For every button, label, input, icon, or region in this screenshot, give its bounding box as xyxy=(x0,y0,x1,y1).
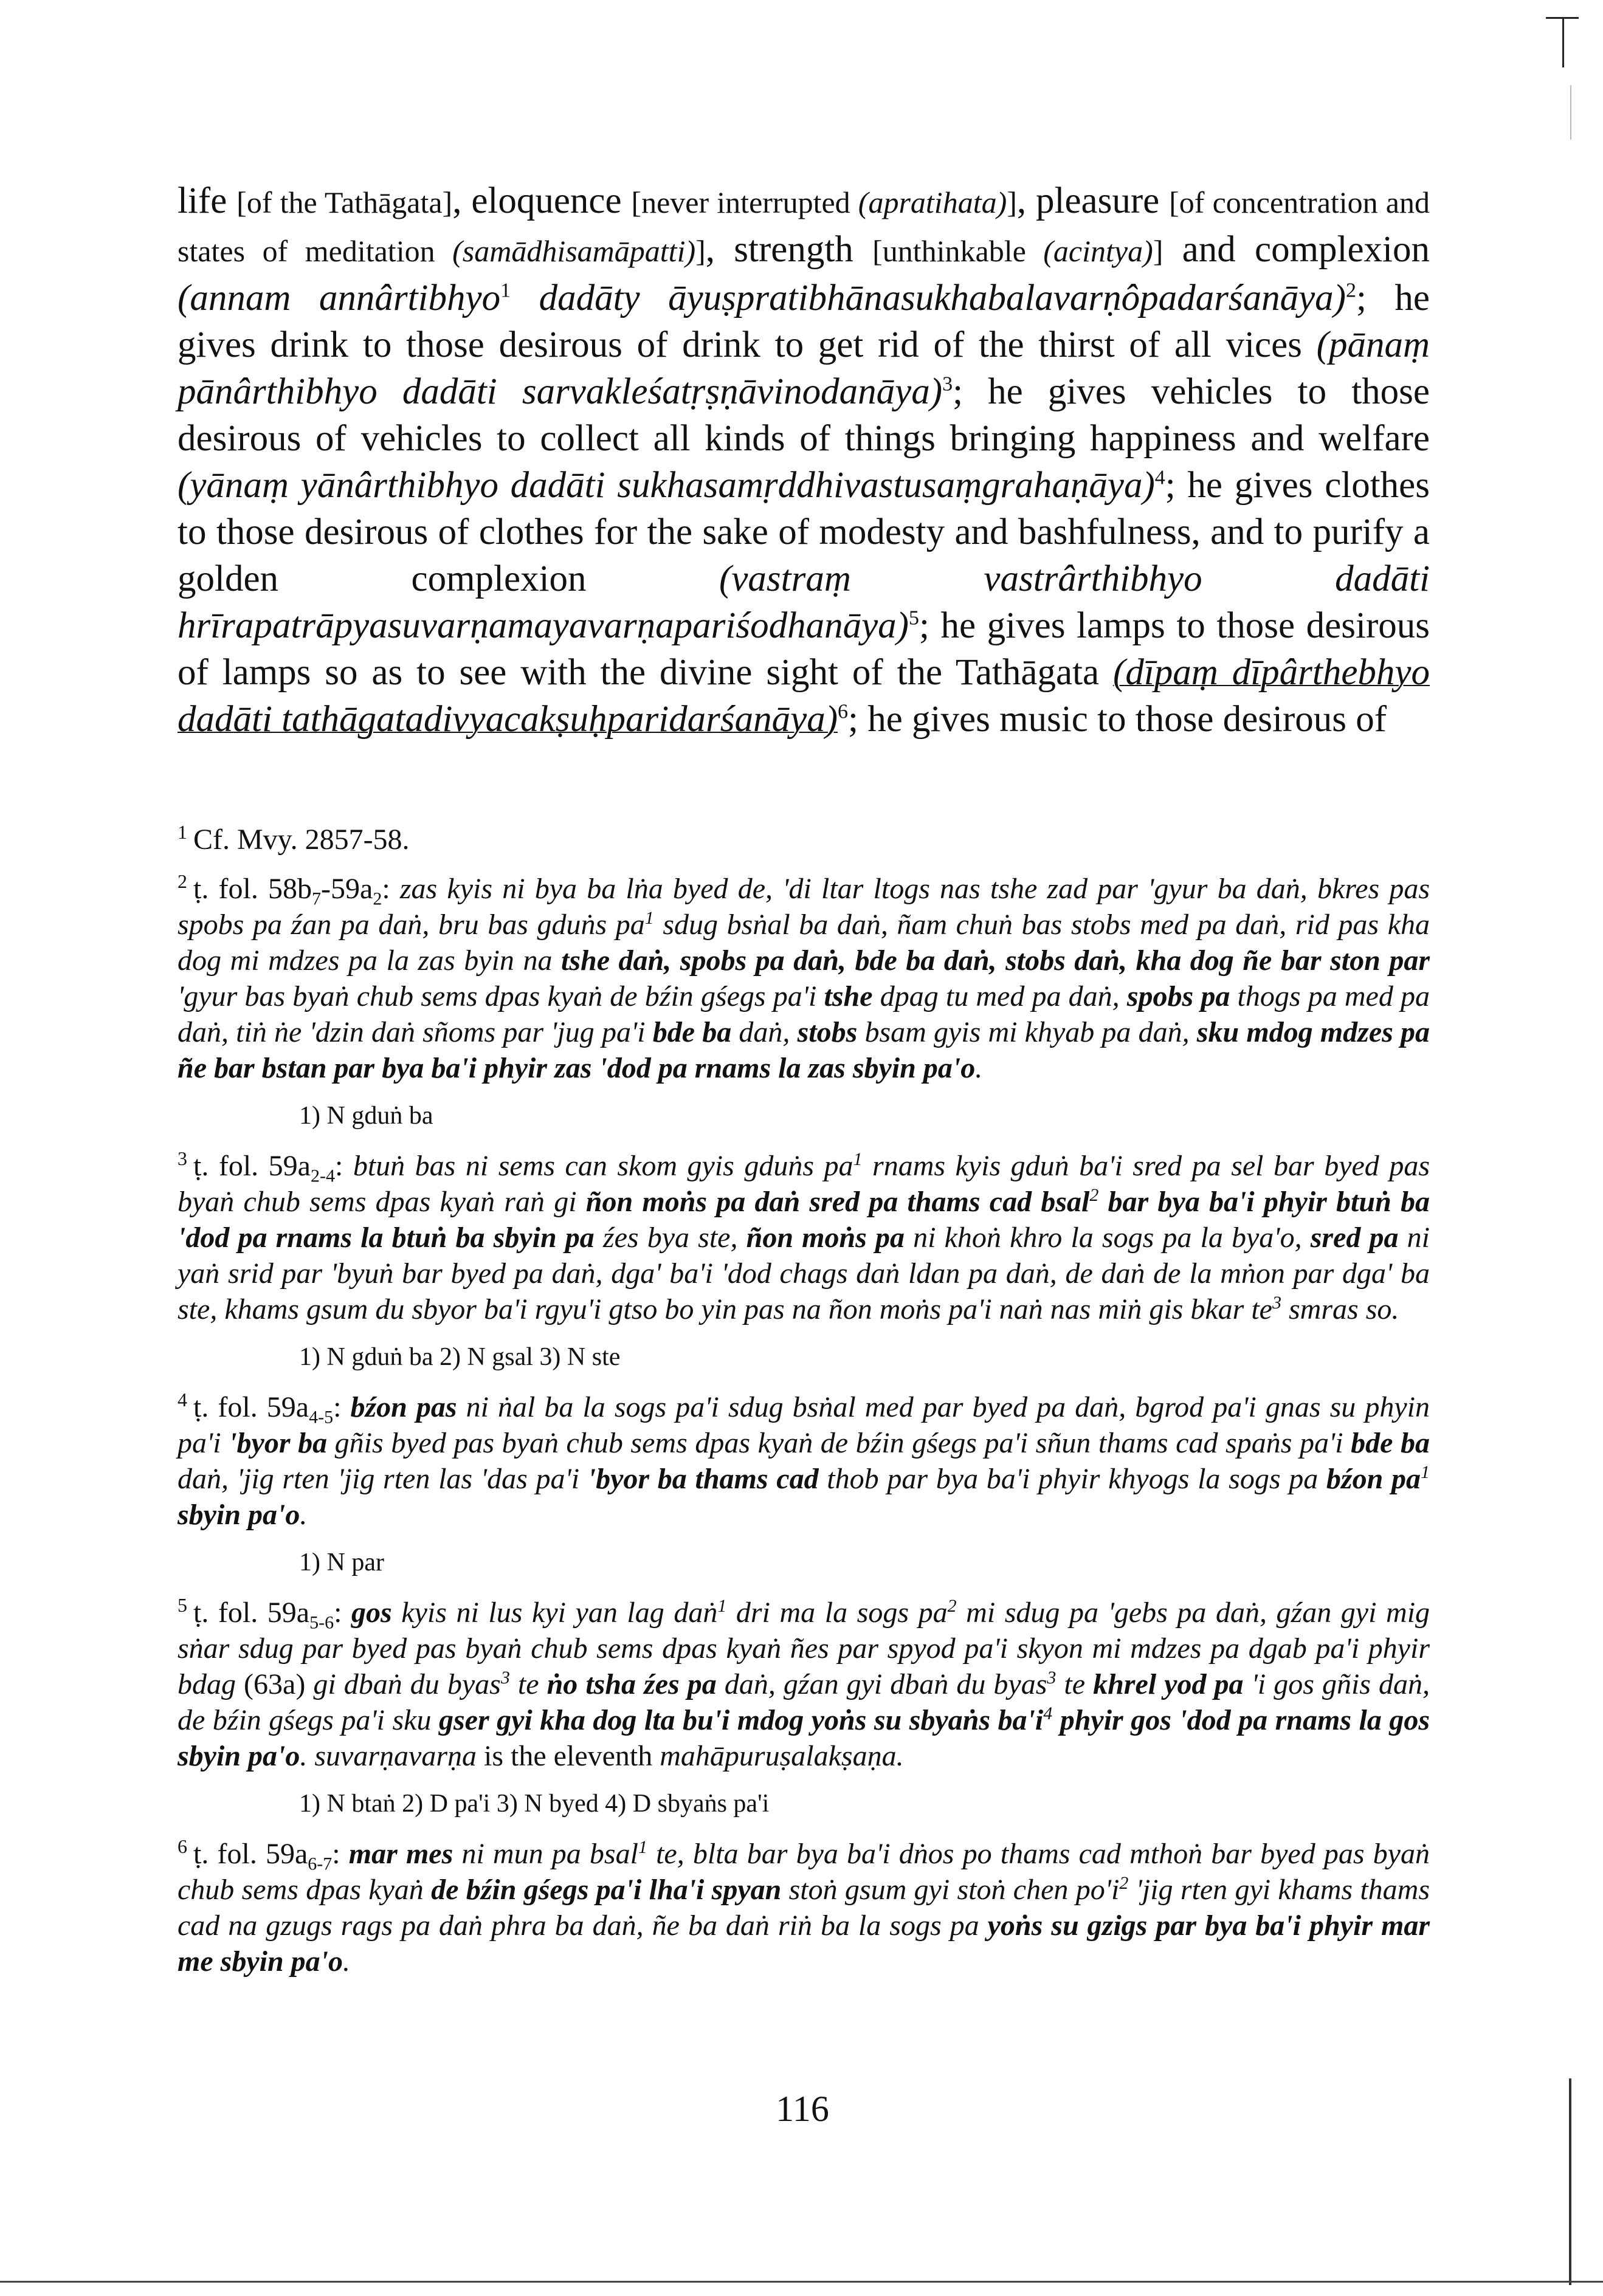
footnote-1: $^1$ Cf. Mvy. 2857-58. xyxy=(178,821,410,856)
footnote-ref[interactable]: 5 xyxy=(909,607,919,630)
page-number: 116 xyxy=(776,2089,829,2129)
main-paragraph: life [of the Tathāgata], eloquence [never interrupted (apratihata)], pleasure [of concentration and states of meditation (samādhisamāpatti)], strength [unthinkable (acintya)] and complexion (annam annârtibhyo$^1$ dadāty āyuṣpratibhānasukhabalavarṇôpadarśanāya)$^2$; he gives drink to those desirous of drink to get rid of the thirst of all vices (pānaṃ pānârthibhyo dadāti sarvakleśatṛṣṇāvinodanāya)$^3$; he gives vehicles to those desirous of vehicles to collect all kinds of things bringing happiness and welfare (yānaṃ yānârthibhyo dadāti sukhasamṛddhivastusaṃgrahaṇāya)$^4$; he gives clothes to those desirous of clothes for the sake of modesty and bashfulness, and to purify a golden complexion (vastraṃ vastrârthibhyo dadāti hrīrapatrāpyasuvarṇamayavarṇapariśodhanāya)$^5$; he gives lamps to those desirous of lamps so as to see with the divine sight of the Tathāgata (dīpaṃ dīpârthebhyo dadāti tathāgatadivyacakṣuḥparidarśanāya)$^6$; he gives music to those desirous of xyxy=(178,180,1430,740)
variant-readings: 1) N gduṅ ba 2) N gsal 3) N ste xyxy=(299,1343,621,1371)
footnote-6: $^6$ ṭ. fol. $59a_{6-7}$: mar mes ni mun pa bsal$^1$ te, blta bar bya ba'i dṅos po thams cad mthoṅ bar byed pas byaṅ chub sems dpas kyaṅ de bźin gśegs pa'i lha'i spyan stoṅ gsum gyi stoṅ chen $po'i^2$ 'jig rten gyi khams thams cad na gzugs rags pa daṅ phra ba daṅ, ñe ba daṅ riṅ ba la sogs pa yoṅs su gzigs par bya ba'i phyir mar me sbyin pa'o. xyxy=(178,1835,1430,1978)
variant-readings: 1) N btaṅ 2) D pa'i 3) N byed 4) D sbyaṅs pa'i xyxy=(299,1790,770,1818)
main-text xyxy=(178,177,1430,743)
footnote-5: $^5$ ṭ. fol. $59a_{5-6}$: gos kyis ni lus kyi yan lag daṅ$^1$ dri ma la sogs $pa^2$ mi sdug pa 'gebs pa daṅ, gźan gyi mig sṅar sdug par byed pas byaṅ chub sems dpas kyaṅ ñes par spyod pa'i skyon mi mdzes pa dgab pa'i phyir bdag (63a) gi dbaṅ du byas$^3$ te ṅo tsha źes pa daṅ, gźan gyi dbaṅ du byas$^3$ te khrel yod pa 'i gos gñis daṅ, de bźin gśegs pa'i sku gser gyi kha dog lta bu'i mdog yoṅs su sbyaṅs $ba'i^4$ phyir gos 'dod pa rnams la gos sbyin pa'o. suvarṇavarṇa is the eleventh mahāpuruṣalakṣaṇa. xyxy=(178,1594,1430,1772)
scan-edge-line xyxy=(1570,85,1571,140)
footnote-ref[interactable]: 4 xyxy=(1154,466,1165,489)
footnote-ref[interactable]: 1 xyxy=(500,279,511,302)
footnote-ref[interactable]: 2 xyxy=(1345,279,1356,302)
footnote-4: $^4$ ṭ. fol. $59a_{4-5}$: bźon pas ni ṅal ba la sogs pa'i sdug bsṅal med par byed pa daṅ, bgrod pa'i gnas su phyin pa'i 'byor ba gñis byed pas byaṅ chub sems dpas kyaṅ de bźin gśegs pa'i sñun thams cad spaṅs pa'i bde ba daṅ, 'jig rten 'jig rten las 'das pa'i 'byor ba thams cad thob par bya ba'i phyir khyogs la sogs pa bźon $pa^1$ sbyin pa'o. xyxy=(178,1389,1430,1531)
footnote-3: $^3$ ṭ. fol. $59a_{2-4}$: btuṅ bas ni sems can skom gyis gduṅs $pa^1$ rnams kyis gduṅ ba'i sred pa sel bar byed pas byaṅ chub sems dpas kyaṅ raṅ gi ñon moṅs pa daṅ sred pa thams cad bsal$^2$ bar bya ba'i phyir btuṅ ba 'dod pa rnams la btuṅ ba sbyin pa źes bya ste, ñon moṅs pa ni khoṅ khro la sogs pa la bya'o, sred pa ni yaṅ srid par 'byuṅ bar byed pa daṅ, dga' ba'i 'dod chags daṅ ldan pa daṅ, de daṅ de la mṅon par dga' ba ste, khams gsum du sbyor ba'i rgyu'i gtso bo yin pas na ñon moṅs pa'i naṅ nas miṅ gis bkar $te^3$ smras so. xyxy=(178,1147,1430,1325)
crop-mark xyxy=(1546,17,1579,67)
variant-readings: 1) N gduṅ ba xyxy=(299,1102,433,1130)
footnote-ref[interactable]: 6 xyxy=(838,700,849,723)
footnotes xyxy=(178,822,1430,1993)
scan-bottom-edge xyxy=(0,2281,1603,2283)
footnote-2: $^2$ ṭ. fol. $58b_7-59a_2$: zas kyis ni bya ba lṅa byed de, 'di ltar ltogs nas tshe zad par 'gyur ba daṅ, bkres pas spobs pa źan pa daṅ, bru bas gduṅs $pa^1$ sdug bsṅal ba daṅ, ñam chuṅ bas stobs med pa daṅ, rid pas kha dog mi mdzes pa la zas byin na tshe daṅ, spobs pa daṅ, bde ba daṅ, stobs daṅ, kha dog ñe bar ston par 'gyur bas byaṅ chub sems dpas kyaṅ de bźin gśegs pa'i tshe dpag tu med pa daṅ, spobs pa thogs pa med pa daṅ, tiṅ ṅe 'dzin daṅ sñoms par 'jug pa'i bde ba daṅ, stobs bsam gyis mi khyab pa daṅ, sku mdog mdzes pa ñe bar bstan par bya ba'i phyir zas 'dod pa rnams la zas sbyin pa'o. xyxy=(178,870,1430,1084)
scan-edge-line xyxy=(1569,2078,1571,2285)
footnote-ref[interactable]: 3 xyxy=(942,373,953,396)
variant-readings: 1) N par xyxy=(299,1548,384,1576)
